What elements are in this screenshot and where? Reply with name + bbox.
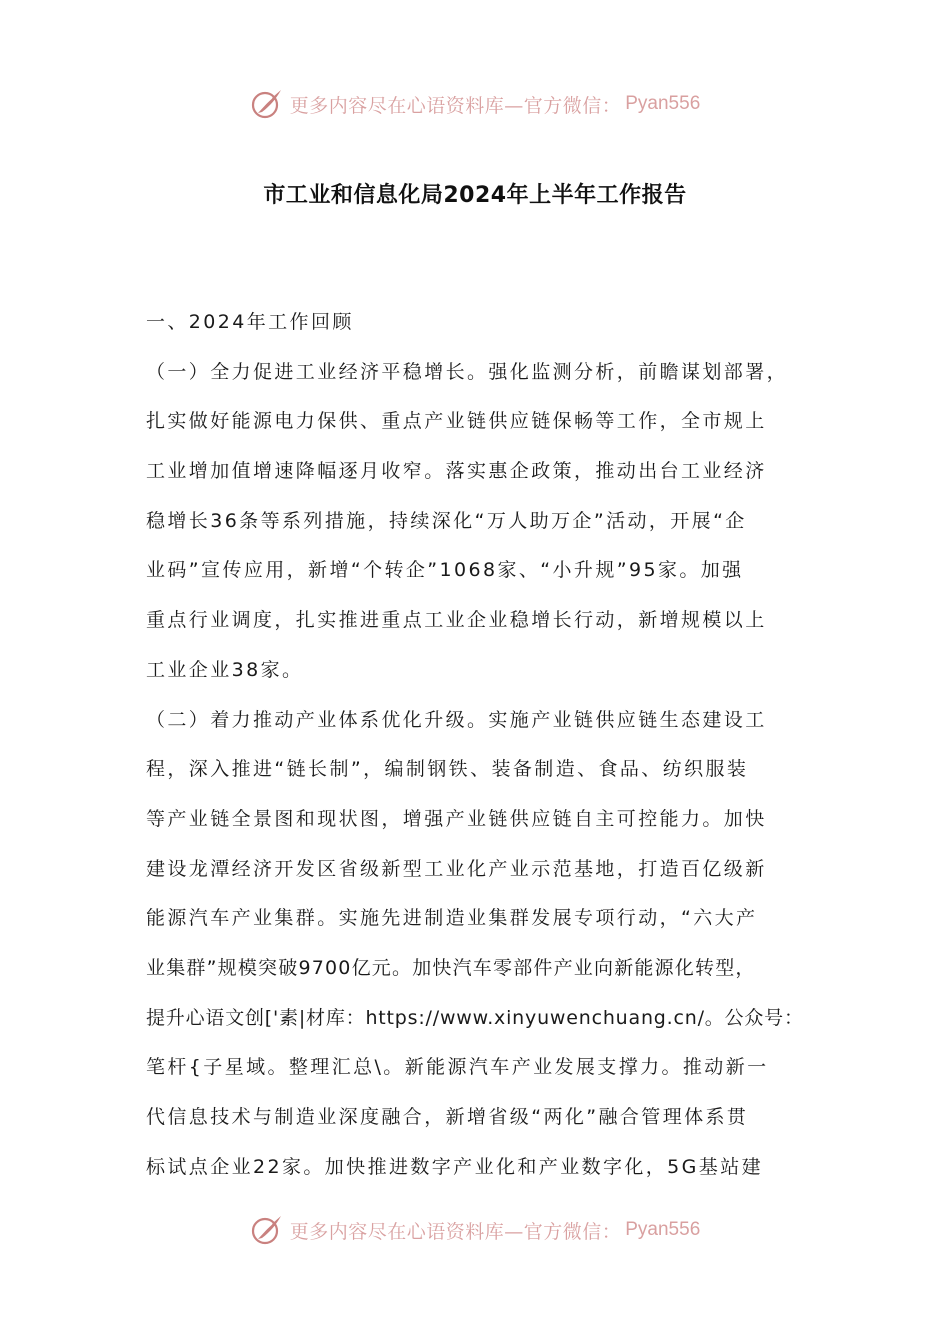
paragraph-line: 业集群”规模突破9700亿元。加快汽车零部件产业向新能源化转型， (146, 956, 756, 979)
section-heading: 一、2024年工作回顾 (146, 311, 354, 333)
paragraph-line: 工业增加值增速降幅逐月收窄。落实惠企政策，推动出台工业经济 (146, 460, 767, 483)
paragraph-line: 建设龙潭经济开发区省级新型工业化产业示范基地，打造百亿级新 (146, 857, 767, 880)
paragraph-line: 提升心语文创['素|材库：https://www.xinyuwenchuang.cn/。公众号： (146, 1006, 804, 1029)
paragraph-line: 稳增长36条等系列措施，持续深化“万人助万企”活动，开展“企 (146, 509, 747, 532)
paragraph-line: 能源汽车产业集群。实施先进制造业集群发展专项行动，“六大产 (146, 907, 758, 930)
paragraph-line: （二）着力推动产业体系优化升级。实施产业链供应链生态建设工 (146, 708, 767, 731)
footer-watermark (0, 1212, 950, 1248)
paragraph-line: 工业企业38家。 (146, 658, 304, 681)
paragraph-line: 程，深入推进“链长制”，编制钢铁、装备制造、食品、纺织服装 (146, 758, 749, 781)
paragraph-line: 代信息技术与制造业深度融合，新增省级“两化”融合管理体系贯 (146, 1106, 749, 1128)
paragraph-line: 扎实做好能源电力保供、重点产业链供应链保畅等工作，全市规上 (146, 410, 767, 433)
quill-logo-icon (250, 87, 284, 121)
quill-logo-icon (250, 1213, 284, 1247)
paragraph-line: 笔杆{子星域。整理汇总\。新能源汽车产业发展支撑力。推动新一 (146, 1056, 769, 1079)
document-body (146, 298, 811, 1192)
paragraph-line: 标试点企业22家。加快推进数字产业化和产业数字化，5G基站建 (146, 1155, 763, 1178)
watermark-wechat-id: Pyan556 (625, 93, 701, 114)
header-watermark (0, 86, 950, 122)
paragraph-line: 重点行业调度，扎实推进重点工业企业稳增长行动，新增规模以上 (146, 609, 767, 632)
paragraph-line: （一）全力促进工业经济平稳增长。强化监测分析，前瞻谋划部署， (146, 360, 789, 383)
watermark-text: 更多内容尽在心语资料库—官方微信： (289, 94, 622, 117)
paragraph-line: 业码”宣传应用，新增“个转企”1068家、“小升规”95家。加强 (146, 559, 744, 582)
watermark-text: 更多内容尽在心语资料库—官方微信： (289, 1220, 622, 1243)
document-title: 市工业和信息化局2024年上半年工作报告 (263, 183, 687, 208)
watermark-wechat-id: Pyan556 (625, 1219, 701, 1240)
paragraph-line: 等产业链全景图和现状图，增强产业链供应链自主可控能力。加快 (146, 807, 767, 830)
